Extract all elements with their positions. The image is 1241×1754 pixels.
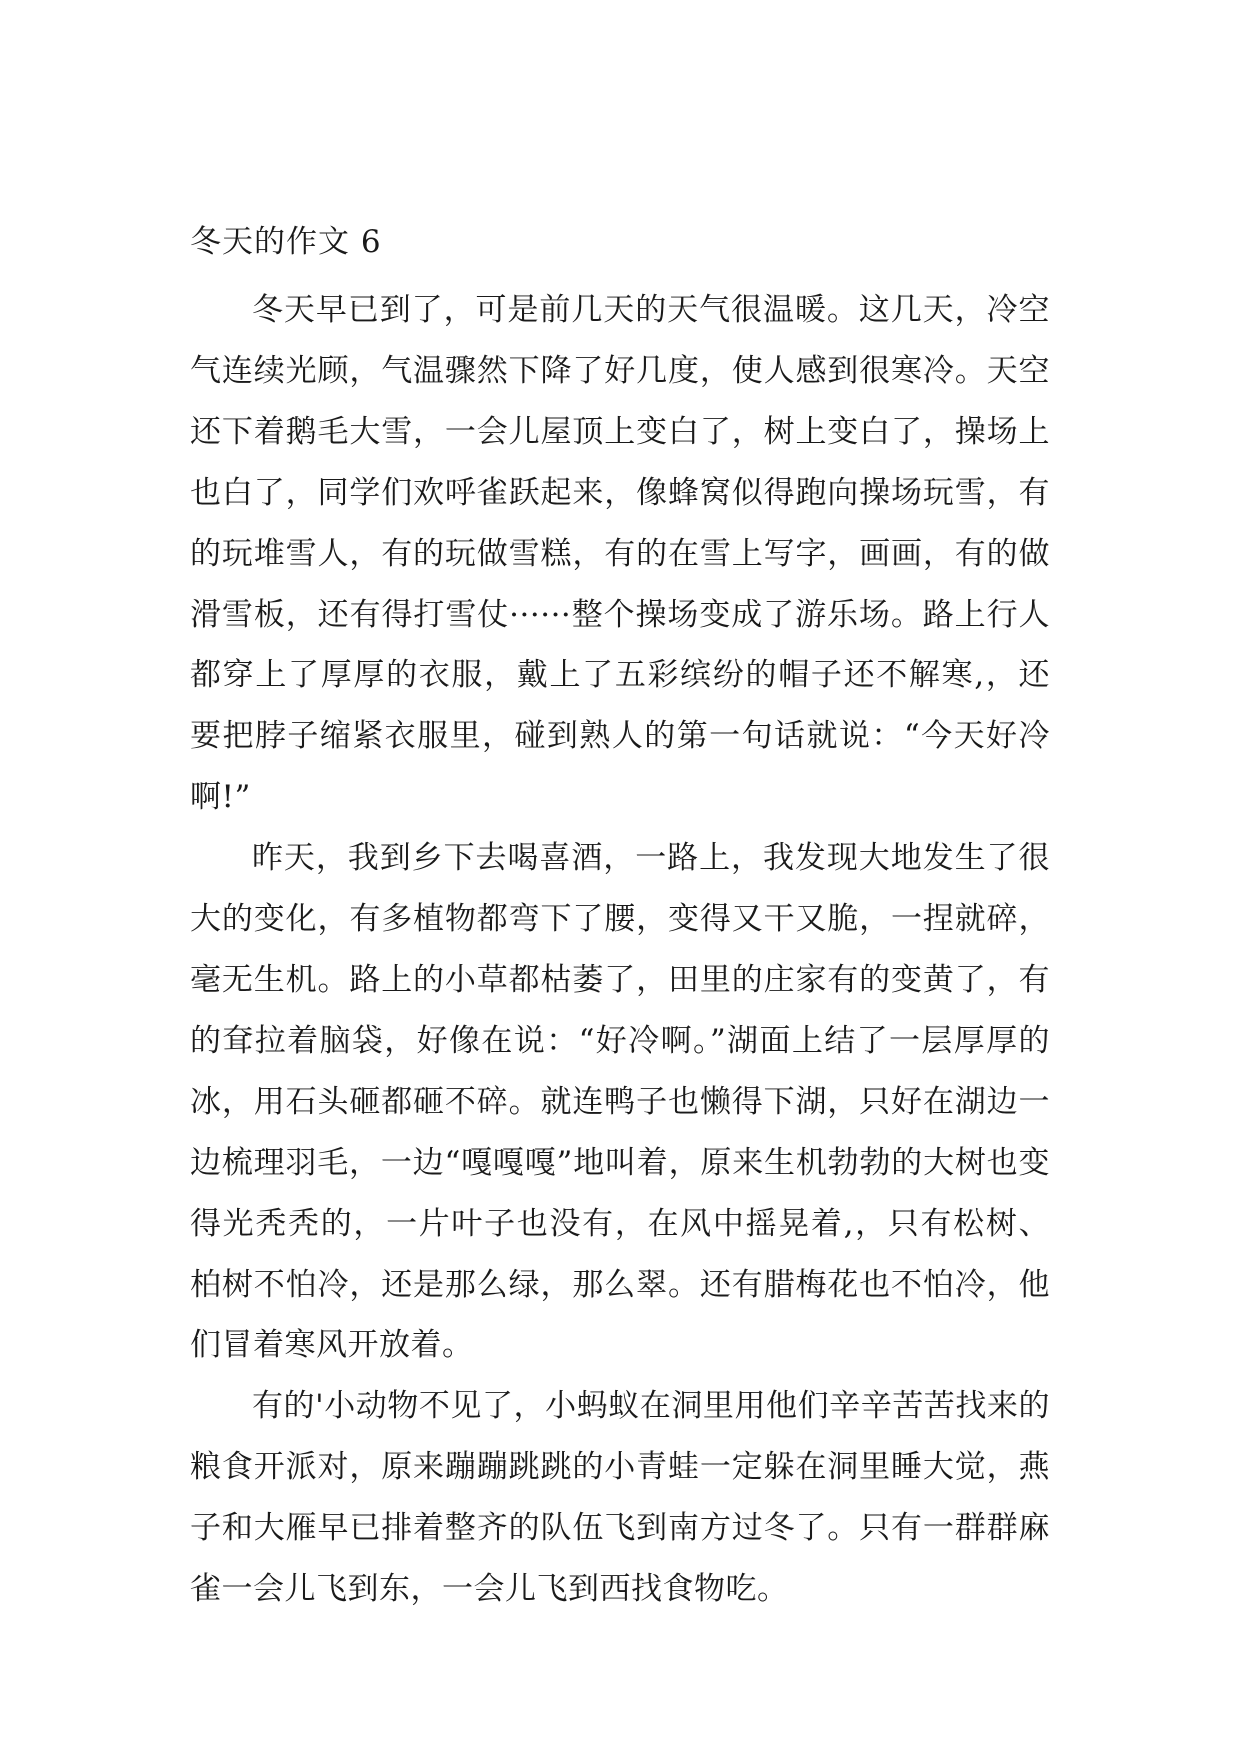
paragraph-3: 有的'小动物不见了，小蚂蚁在洞里用他们辛辛苦苦找来的粮食开派对，原来蹦蹦跳跳的小青蛙一定躲在洞里睡大觉，燕子和大雁早已排着整齐的队伍飞到南方过冬了。只有一群群麻雀一会儿飞到东，一会儿飞到西找食物吃。 (190, 1388, 1050, 1608)
document-title: 冬天的作文 6 (190, 224, 382, 260)
paragraph-2: 昨天，我到乡下去喝喜酒，一路上，我发现大地发生了很大的变化，有多植物都弯下了腰，变得又干又脆，一捏就碎，毫无生机。路上的小草都枯萎了，田里的庄家有的变黄了，有的耷拉着脑袋，好像在说：“好冷啊。”湖面上结了一层厚厚的冰，用石头砸都砸不碎。就连鸭子也懒得下湖，只好在湖边一边梳理羽毛，一边“嘎嘎嘎”地叫着，原来生机勃勃的大树也变得光秃秃的，一片叶子也没有，在风中摇晃着,，只有松树、柏树不怕冷，还是那么绿，那么翠。还有腊梅花也不怕冷，他们冒着寒风开放着。 (190, 840, 1050, 1364)
paragraph-1: 冬天早已到了，可是前几天的天气很温暖。这几天，冷空气连续光顾，气温骤然下降了好几度，使人感到很寒冷。天空还下着鹅毛大雪，一会儿屋顶上变白了，树上变白了，操场上也白了，同学们欢呼雀跃起来，像蜂窝似得跑向操场玩雪，有的玩堆雪人，有的玩做雪糕，有的在雪上写字，画画，有的做滑雪板，还有得打雪仗······整个操场变成了游乐场。路上行人都穿上了厚厚的衣服，戴上了五彩缤纷的帽子还不解寒,，还要把脖子缩紧衣服里，碰到熟人的第一句话就说：“今天好冷啊!” (190, 292, 1050, 816)
document-body (190, 280, 1050, 1620)
